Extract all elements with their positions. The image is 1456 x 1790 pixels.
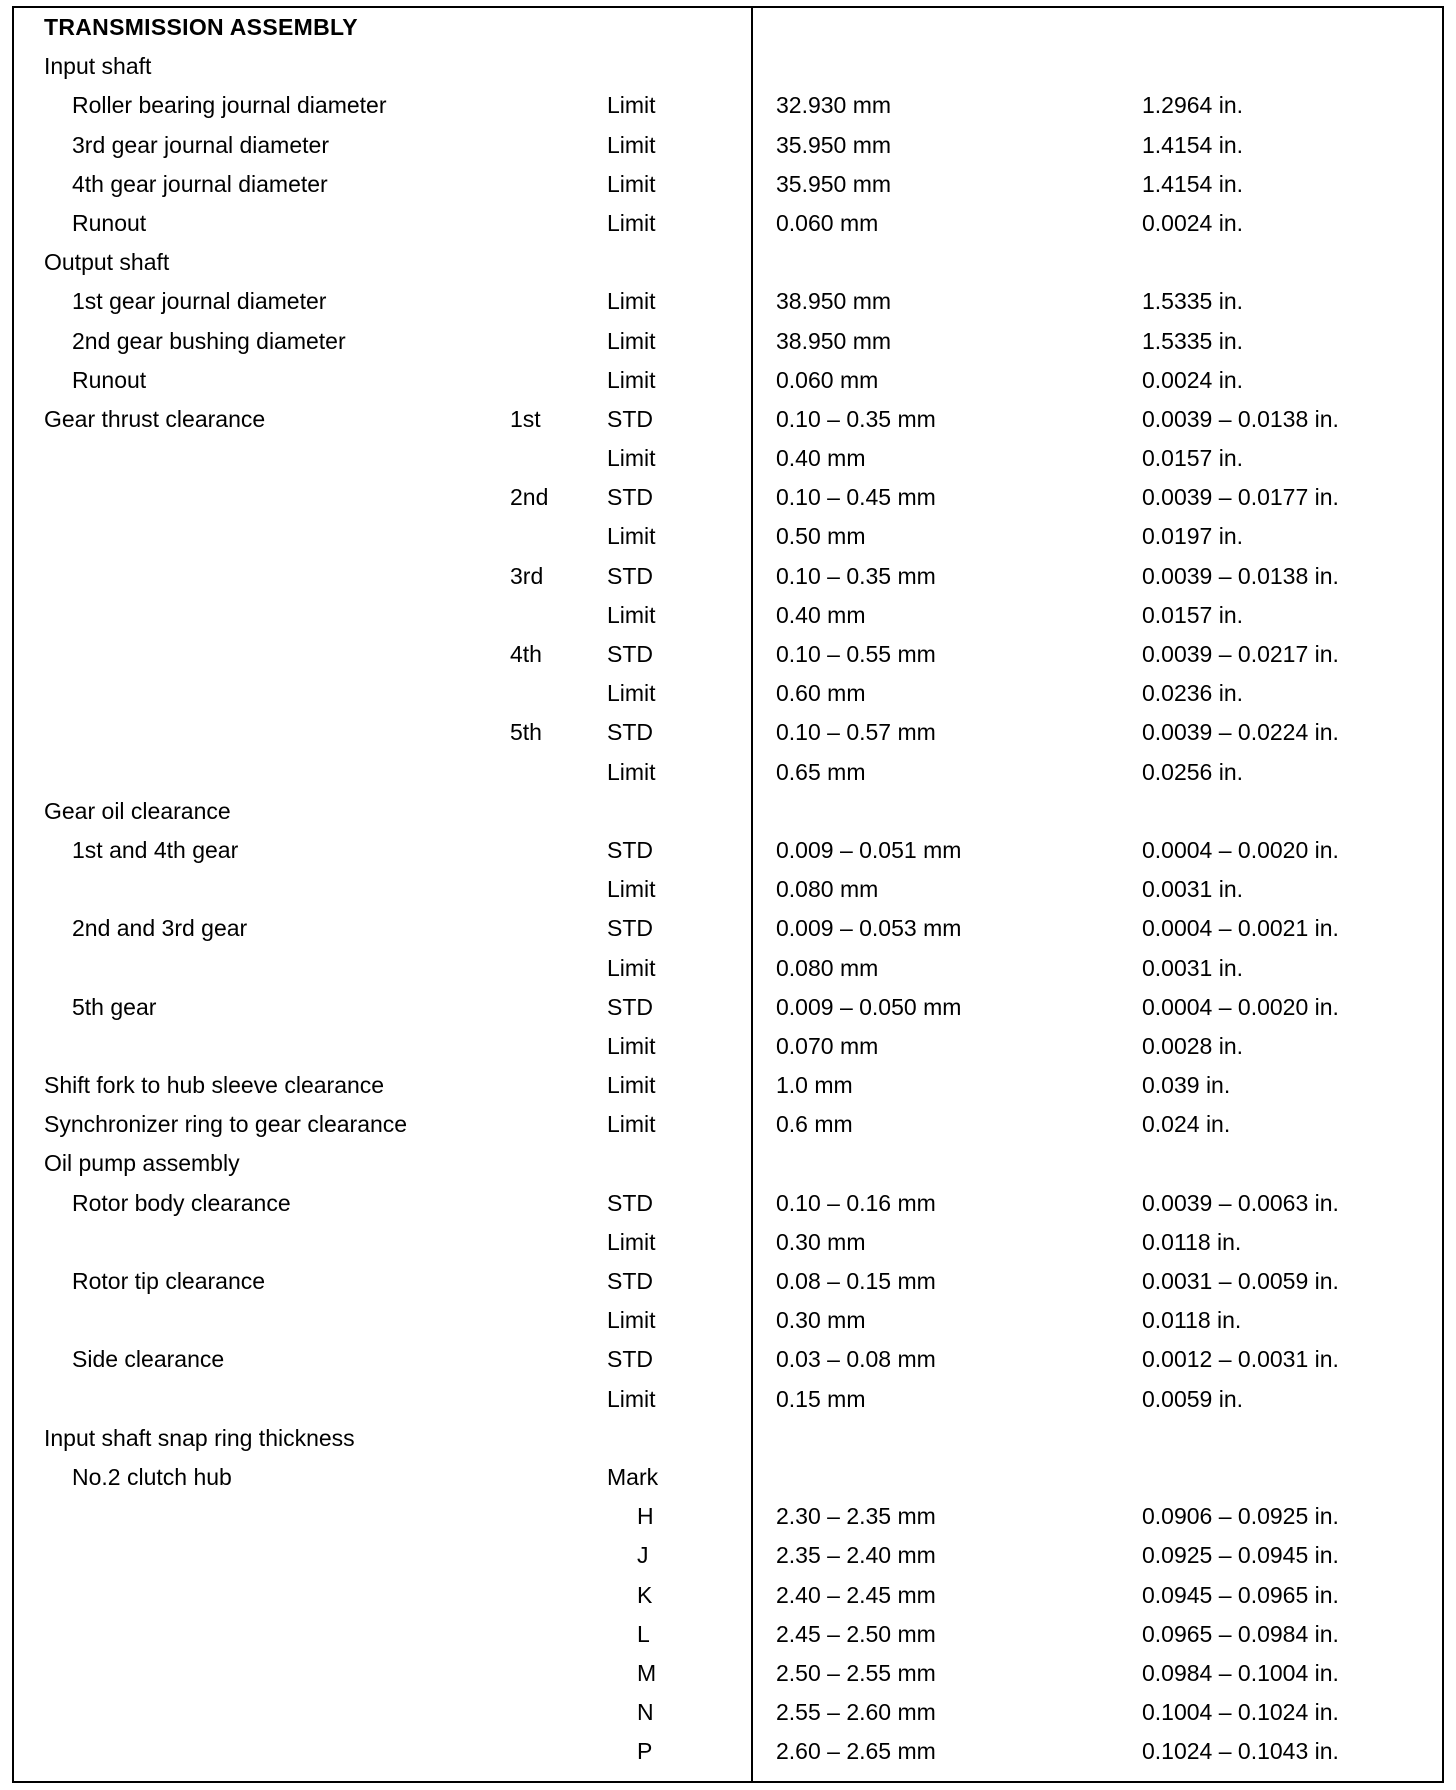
condition-label: Limit bbox=[607, 366, 656, 393]
spec-row bbox=[14, 439, 1442, 478]
value-mm: 2.55 – 2.60 mm bbox=[776, 1699, 936, 1726]
condition-label: STD bbox=[607, 915, 653, 942]
condition-label: P bbox=[637, 1738, 653, 1765]
value-inch: 0.039 in. bbox=[1142, 1072, 1231, 1099]
value-mm: 0.65 mm bbox=[776, 758, 866, 785]
value-mm: 0.10 – 0.45 mm bbox=[776, 484, 936, 511]
spec-row bbox=[14, 753, 1442, 792]
value-inch: 0.0004 – 0.0020 in. bbox=[1142, 993, 1339, 1020]
spec-table bbox=[12, 6, 1444, 1783]
value-inch: 0.0024 in. bbox=[1142, 209, 1244, 236]
title-row bbox=[14, 8, 1442, 47]
gear-label: 3rd bbox=[510, 562, 544, 589]
value-inch: 0.0039 – 0.0177 in. bbox=[1142, 484, 1339, 511]
spec-row bbox=[14, 517, 1442, 556]
value-mm: 0.009 – 0.051 mm bbox=[776, 836, 962, 863]
spec-row bbox=[14, 1732, 1442, 1771]
spec-label: Rotor tip clearance bbox=[72, 1268, 266, 1294]
spec-row bbox=[14, 47, 1442, 86]
value-inch: 0.0236 in. bbox=[1142, 680, 1244, 707]
condition-label: STD bbox=[607, 484, 653, 511]
spec-label: 5th gear bbox=[72, 993, 157, 1020]
value-inch: 0.1024 – 0.1043 in. bbox=[1142, 1738, 1339, 1765]
condition-label: K bbox=[637, 1581, 653, 1608]
spec-row bbox=[14, 126, 1442, 165]
value-mm: 0.080 mm bbox=[776, 876, 879, 903]
spec-label: 4th gear journal diameter bbox=[72, 170, 328, 197]
value-inch: 0.0039 – 0.0224 in. bbox=[1142, 719, 1339, 746]
value-mm: 0.03 – 0.08 mm bbox=[776, 1346, 936, 1373]
spec-row bbox=[14, 282, 1442, 321]
value-inch: 0.0031 in. bbox=[1142, 876, 1244, 903]
value-mm: 0.40 mm bbox=[776, 601, 866, 628]
spec-label: 1st and 4th gear bbox=[72, 836, 239, 863]
value-mm: 35.950 mm bbox=[776, 170, 892, 197]
value-mm: 2.40 – 2.45 mm bbox=[776, 1581, 936, 1608]
value-inch: 0.0031 in. bbox=[1142, 954, 1244, 981]
table-title: TRANSMISSION ASSEMBLY bbox=[44, 14, 358, 40]
condition-label: Limit bbox=[607, 131, 656, 158]
spec-label: 2nd and 3rd gear bbox=[72, 915, 248, 942]
condition-label: STD bbox=[607, 405, 653, 432]
value-mm: 0.10 – 0.55 mm bbox=[776, 641, 936, 667]
spec-row bbox=[14, 949, 1442, 988]
spec-row bbox=[14, 1576, 1442, 1615]
spec-row bbox=[14, 1536, 1442, 1575]
spec-label: Side clearance bbox=[72, 1346, 225, 1373]
spec-row bbox=[14, 909, 1442, 948]
value-mm: 0.10 – 0.35 mm bbox=[776, 562, 936, 589]
value-mm: 0.40 mm bbox=[776, 445, 866, 472]
value-inch: 0.0024 in. bbox=[1142, 366, 1244, 393]
spec-label: Output shaft bbox=[44, 249, 170, 276]
spec-row bbox=[14, 557, 1442, 596]
value-mm: 0.50 mm bbox=[776, 523, 866, 550]
spec-row bbox=[14, 870, 1442, 909]
spec-row bbox=[14, 1340, 1442, 1379]
spec-row bbox=[14, 1380, 1442, 1419]
value-inch: 0.0157 in. bbox=[1142, 445, 1244, 472]
spec-row bbox=[14, 400, 1442, 439]
value-inch: 0.0118 in. bbox=[1142, 1228, 1242, 1255]
spec-label: Runout bbox=[72, 366, 147, 393]
spec-label: Gear thrust clearance bbox=[44, 405, 266, 432]
gear-label: 1st bbox=[510, 405, 541, 432]
value-inch: 1.4154 in. bbox=[1142, 170, 1244, 197]
value-inch: 0.0906 – 0.0925 in. bbox=[1142, 1503, 1339, 1530]
gear-label: 4th bbox=[510, 641, 542, 667]
spec-row bbox=[14, 792, 1442, 831]
spec-row bbox=[14, 322, 1442, 361]
value-inch: 0.0004 – 0.0020 in. bbox=[1142, 836, 1339, 863]
spec-row bbox=[14, 1458, 1442, 1497]
condition-label: Limit bbox=[607, 1111, 656, 1138]
condition-label: Limit bbox=[607, 1032, 656, 1059]
condition-label: Limit bbox=[607, 954, 656, 981]
value-inch: 1.2964 in. bbox=[1142, 92, 1244, 119]
spec-row bbox=[14, 243, 1442, 282]
spec-row bbox=[14, 204, 1442, 243]
condition-label: Limit bbox=[607, 209, 656, 236]
value-mm: 0.6 mm bbox=[776, 1111, 853, 1138]
value-mm: 0.10 – 0.35 mm bbox=[776, 405, 936, 432]
spec-row bbox=[14, 831, 1442, 870]
condition-label: H bbox=[637, 1503, 654, 1530]
value-mm: 0.08 – 0.15 mm bbox=[776, 1268, 936, 1294]
spec-row bbox=[14, 1262, 1442, 1301]
spec-row bbox=[14, 1066, 1442, 1105]
value-inch: 0.0197 in. bbox=[1142, 523, 1244, 550]
value-inch: 0.0157 in. bbox=[1142, 601, 1244, 628]
value-mm: 0.15 mm bbox=[776, 1385, 866, 1412]
condition-label: Limit bbox=[607, 876, 656, 903]
value-mm: 0.009 – 0.050 mm bbox=[776, 993, 962, 1020]
condition-label: Limit bbox=[607, 1072, 656, 1099]
spec-label: 3rd gear journal diameter bbox=[72, 131, 329, 158]
condition-label: STD bbox=[607, 993, 653, 1020]
value-mm: 0.10 – 0.57 mm bbox=[776, 719, 936, 746]
spec-row bbox=[14, 1027, 1442, 1066]
spec-row bbox=[14, 1654, 1442, 1693]
condition-label: Limit bbox=[607, 92, 656, 119]
value-mm: 0.009 – 0.053 mm bbox=[776, 915, 962, 942]
spec-row bbox=[14, 1144, 1442, 1183]
value-mm: 0.080 mm bbox=[776, 954, 879, 981]
spec-row bbox=[14, 478, 1442, 517]
spec-row bbox=[14, 713, 1442, 752]
condition-label: Limit bbox=[607, 680, 656, 707]
value-mm: 2.35 – 2.40 mm bbox=[776, 1542, 936, 1569]
condition-label: STD bbox=[607, 562, 653, 589]
spec-row bbox=[14, 1184, 1442, 1223]
spec-row bbox=[14, 1693, 1442, 1732]
value-inch: 0.0256 in. bbox=[1142, 758, 1244, 785]
value-mm: 38.950 mm bbox=[776, 327, 892, 354]
value-inch: 1.5335 in. bbox=[1142, 327, 1244, 354]
value-mm: 0.070 mm bbox=[776, 1032, 879, 1059]
condition-label: J bbox=[637, 1542, 649, 1569]
spec-rows bbox=[14, 8, 1442, 1771]
spec-row bbox=[14, 674, 1442, 713]
spec-label: 1st gear journal diameter bbox=[72, 288, 327, 315]
value-inch: 1.4154 in. bbox=[1142, 131, 1244, 158]
value-inch: 0.0039 – 0.0063 in. bbox=[1142, 1189, 1339, 1216]
spec-label: Input shaft bbox=[44, 53, 152, 80]
value-mm: 0.10 – 0.16 mm bbox=[776, 1189, 936, 1216]
value-mm: 2.30 – 2.35 mm bbox=[776, 1503, 936, 1530]
condition-label: Limit bbox=[607, 445, 656, 472]
spec-label: 2nd gear bushing diameter bbox=[72, 327, 346, 354]
condition-label: STD bbox=[607, 1346, 653, 1373]
condition-label: Limit bbox=[607, 523, 656, 550]
condition-label: Limit bbox=[607, 170, 656, 197]
value-mm: 0.30 mm bbox=[776, 1228, 866, 1255]
spec-label: Runout bbox=[72, 209, 147, 236]
spec-row bbox=[14, 1223, 1442, 1262]
value-mm: 1.0 mm bbox=[776, 1072, 853, 1099]
value-inch: 0.0039 – 0.0138 in. bbox=[1142, 562, 1339, 589]
value-inch: 0.0028 in. bbox=[1142, 1032, 1244, 1059]
spec-label: Shift fork to hub sleeve clearance bbox=[44, 1072, 385, 1099]
condition-label: STD bbox=[607, 641, 653, 667]
value-mm: 0.060 mm bbox=[776, 209, 879, 236]
value-inch: 0.0059 in. bbox=[1142, 1385, 1244, 1412]
condition-label: Limit bbox=[607, 1228, 656, 1255]
spec-label: Oil pump assembly bbox=[44, 1150, 240, 1177]
condition-label: Limit bbox=[607, 1307, 656, 1334]
value-inch: 0.0925 – 0.0945 in. bbox=[1142, 1542, 1339, 1569]
condition-label: Limit bbox=[607, 601, 656, 628]
spec-label: Gear oil clearance bbox=[44, 797, 231, 824]
spec-row bbox=[14, 988, 1442, 1027]
value-inch: 0.024 in. bbox=[1142, 1111, 1231, 1138]
spec-label: Input shaft snap ring thickness bbox=[44, 1424, 355, 1451]
spec-row bbox=[14, 165, 1442, 204]
spec-row bbox=[14, 1301, 1442, 1340]
condition-label: Mark bbox=[607, 1463, 659, 1490]
spec-row bbox=[14, 361, 1442, 400]
spec-row bbox=[14, 1419, 1442, 1458]
spec-row bbox=[14, 86, 1442, 125]
spec-row bbox=[14, 1615, 1442, 1654]
value-inch: 0.0984 – 0.1004 in. bbox=[1142, 1659, 1339, 1686]
value-inch: 0.0039 – 0.0217 in. bbox=[1142, 641, 1339, 667]
value-inch: 0.1004 – 0.1024 in. bbox=[1142, 1699, 1339, 1726]
value-mm: 0.30 mm bbox=[776, 1307, 866, 1334]
condition-label: L bbox=[637, 1620, 650, 1647]
condition-label: STD bbox=[607, 1189, 653, 1216]
condition-label: Limit bbox=[607, 288, 656, 315]
value-mm: 2.60 – 2.65 mm bbox=[776, 1738, 936, 1765]
spec-label: Rotor body clearance bbox=[72, 1189, 291, 1216]
value-inch: 0.0031 – 0.0059 in. bbox=[1142, 1268, 1339, 1294]
spec-label: No.2 clutch hub bbox=[72, 1463, 232, 1490]
condition-label: Limit bbox=[607, 327, 656, 354]
value-mm: 2.45 – 2.50 mm bbox=[776, 1620, 936, 1647]
spec-row bbox=[14, 1105, 1442, 1144]
spec-label: Synchronizer ring to gear clearance bbox=[44, 1111, 408, 1138]
value-mm: 0.060 mm bbox=[776, 366, 879, 393]
condition-label: Limit bbox=[607, 1385, 656, 1412]
value-inch: 0.0118 in. bbox=[1142, 1307, 1242, 1334]
value-mm: 2.50 – 2.55 mm bbox=[776, 1659, 936, 1686]
condition-label: Limit bbox=[607, 758, 656, 785]
gear-label: 5th bbox=[510, 719, 542, 746]
value-inch: 1.5335 in. bbox=[1142, 288, 1244, 315]
value-mm: 38.950 mm bbox=[776, 288, 892, 315]
value-mm: 0.60 mm bbox=[776, 680, 866, 707]
condition-label: STD bbox=[607, 836, 653, 863]
condition-label: M bbox=[637, 1659, 657, 1686]
value-mm: 35.950 mm bbox=[776, 131, 892, 158]
spec-row bbox=[14, 596, 1442, 635]
spec-row bbox=[14, 1497, 1442, 1536]
value-mm: 32.930 mm bbox=[776, 92, 892, 119]
value-inch: 0.0012 – 0.0031 in. bbox=[1142, 1346, 1339, 1373]
value-inch: 0.0945 – 0.0965 in. bbox=[1142, 1581, 1339, 1608]
spec-row bbox=[14, 635, 1442, 674]
condition-label: N bbox=[637, 1699, 654, 1726]
spec-label: Roller bearing journal diameter bbox=[72, 92, 387, 119]
gear-label: 2nd bbox=[510, 484, 549, 511]
value-inch: 0.0965 – 0.0984 in. bbox=[1142, 1620, 1339, 1647]
condition-label: STD bbox=[607, 1268, 653, 1294]
condition-label: STD bbox=[607, 719, 653, 746]
value-inch: 0.0004 – 0.0021 in. bbox=[1142, 915, 1339, 942]
value-inch: 0.0039 – 0.0138 in. bbox=[1142, 405, 1339, 432]
